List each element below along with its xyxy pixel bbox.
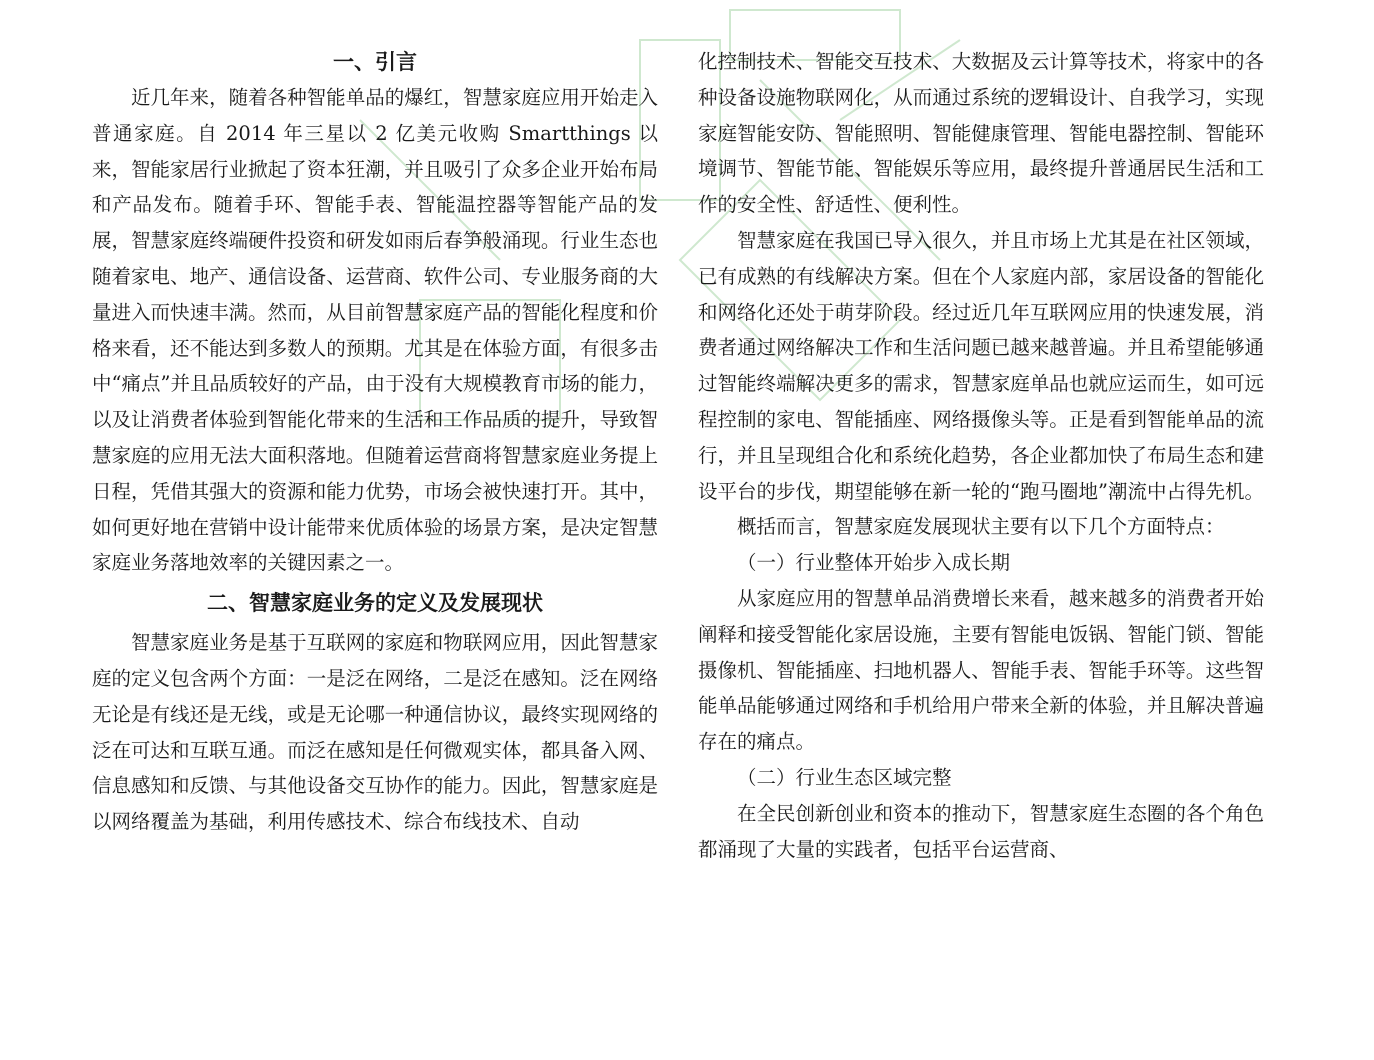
ecosystem-paragraph: 在全民创新创业和资本的推动下，智慧家庭生态圈的各个角色都涌现了大量的实践者，包括平台运营商、 [698, 801, 1264, 861]
right-column [698, 44, 1264, 867]
definition-paragraph: 智慧家庭业务是基于互联网的家庭和物联网应用，因此智慧家庭的定义包含两个方面：一是泛在网络，二是泛在感知。泛在网络无论是有线还是无线，或是无论哪一种通信协议，最终实现网络的泛在可达和互联互通。而泛在感知是任何微观实体，都具备入网、信息感知和反馈、与其他设备交互协作的能力。因此，智慧家庭是以网络覆盖为基础，利用传感技术、综合布线技术、自动 [92, 631, 658, 834]
summary-paragraph: 概括而言，智慧家庭发展现状主要有以下几个方面特点： [737, 515, 1225, 539]
definition-paragraph-continued: 化控制技术、智能交互技术、大数据及云计算等技术，将家中的各种设备设施物联网化，从而通过系统的逻辑设计、自我学习，实现家庭智能安防、智能照明、智能健康管理、智能电器控制、智能环境调节、智能节能、智能娱乐等应用，最终提升普通居民生活和工作的安全性、舒适性、便利性。 [698, 50, 1264, 217]
section-heading-definition: 二、智慧家庭业务的定义及发展现状 [207, 591, 543, 616]
subheading-growth-stage: （一）行业整体开始步入成长期 [737, 551, 1011, 575]
intro-paragraph: 近几年来，随着各种智能单品的爆红，智慧家庭应用开始走入普通家庭。自 2014 年三星以 2 亿美元收购 Smartthings 以来，智能家居行业掀起了资本狂潮，并且吸引了众多企业开始布局和产品发布。随着手环、智能手表、智能温控器等智能产品的发展，智慧家庭终端硬件投资和研发如雨后春笋般涌现。行业生态也随着家电、地产、通信设备、运营商、软件公司、专业服务商的大量进入而快速丰满。然而，从目前智慧家庭产品的智能化程度和价格来看，还不能达到多数人的预期。尤其是在体验方面，有很多击中“痛点”并且品质较好的产品，由于没有大规模教育市场的能力，以及让消费者体验到智能化带来的生活和工作品质的提升，导致智慧家庭的应用无法大面积落地。但随着运营商将智慧家庭业务提上日程，凭借其强大的资源和能力优势，市场会被快速打开。其中，如何更好地在营销中设计能带来优质体验的场景方案，是决定智慧家庭业务落地效率的关键因素之一。 [92, 86, 658, 575]
subheading-ecosystem: （二）行业生态区域完整 [737, 765, 952, 789]
section-heading-introduction: 一、引言 [333, 50, 417, 74]
growth-paragraph: 从家庭应用的智慧单品消费增长来看，越来越多的消费者开始阐释和接受智能化家居设施，主要有智能电饭锅、智能门锁、智能摄像机、智能插座、扫地机器人、智能手表、智能手环等。这些智能单品能够通过网络和手机给用户带来全新的体验，并且解决普遍存在的痛点。 [698, 586, 1264, 754]
left-column [92, 44, 658, 840]
status-paragraph: 智慧家庭在我国已导入很久，并且市场上尤其是在社区领域，已有成熟的有线解决方案。但在个人家庭内部，家居设备的智能化和网络化还处于萌芽阶段。经过近几年互联网应用的快速发展，消费者通过网络解决工作和生活问题已越来越普遍。并且希望能够通过智能终端解决更多的需求，智慧家庭单品也就应运而生，如可远程控制的家电、智能插座、网络摄像头等。正是看到智能单品的流行，并且呈现组合化和系统化趋势，各企业都加快了布局生态和建设平台的步伐，期望能够在新一轮的“跑马圈地”潮流中占得先机。 [698, 228, 1264, 503]
